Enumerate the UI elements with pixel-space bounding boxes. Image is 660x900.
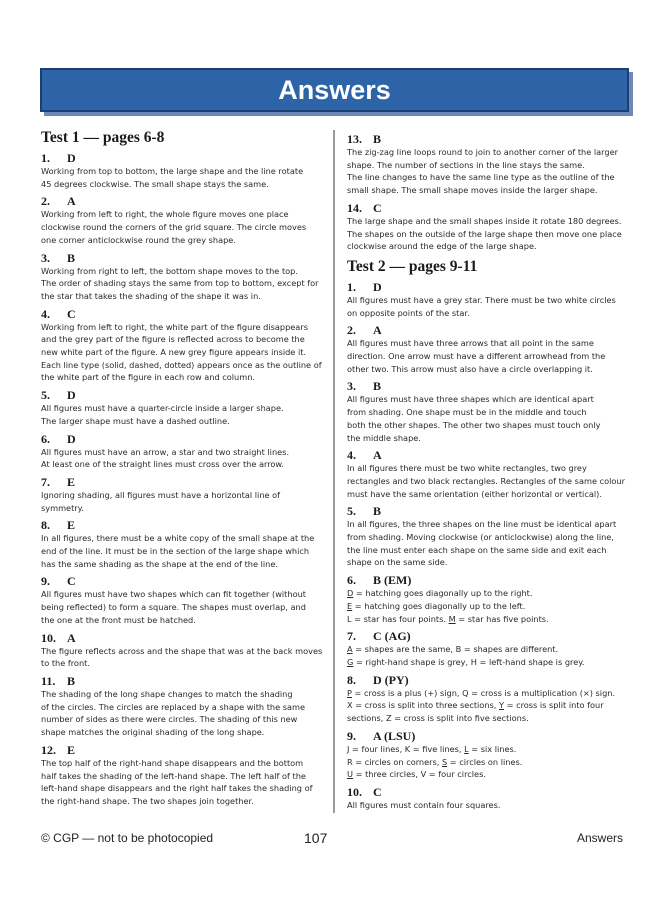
answer-item — [41, 518, 326, 570]
answer-item — [41, 151, 326, 190]
answer-heading: 4. A — [347, 448, 382, 463]
answer-heading: 13. B — [347, 132, 382, 146]
answer-item — [347, 132, 632, 197]
answer-heading: 9. A (LSU) — [347, 728, 416, 743]
answer-heading: 5. D — [41, 388, 76, 403]
answer-explanation: J = four lines, K = five lines, L = six lines. R = circles on corners, S = circles on lines. U = three circles, V = four circles. — [347, 743, 523, 780]
answer-explanation: Ignoring shading, all figures must have a horizontal line of symmetry. — [41, 489, 281, 513]
answer-item — [41, 307, 326, 385]
answer-heading: 10. A — [41, 630, 76, 645]
test-1-answers — [41, 151, 326, 808]
test-1-heading: Test 1 — pages 6-8 — [41, 129, 165, 146]
answer-heading: 11. B — [41, 673, 76, 688]
answer-item — [347, 379, 632, 444]
answer-item — [347, 504, 632, 569]
answer-explanation: All figures must contain four squares. — [347, 799, 501, 810]
answer-explanation: In all figures, there must be a white copy of the small shape at the end of the line. It must be in the section of the large shape which has the same shading as the shape at the end of the line. — [41, 533, 315, 569]
answer-heading: 1. D — [41, 151, 76, 165]
answer-heading: 7. C (AG) — [347, 629, 411, 644]
answer-item — [41, 432, 326, 471]
right-column — [347, 128, 632, 812]
answer-item — [347, 201, 632, 253]
answer-explanation: Working from right to left, the bottom shape moves to the top. The order of shading stays the same from top to bottom, except for the star that takes the shading of the shape it was in. — [41, 265, 319, 301]
test-2-heading: Test 2 — pages 9-11 — [347, 257, 478, 275]
title-banner — [40, 68, 629, 112]
answer-item — [347, 280, 632, 319]
answer-item — [347, 673, 632, 725]
answer-explanation: All figures must have three arrows that all point in the same direction. One arrow must have a different arrowhead from the other two. This arrow must also have a circle overlapping it. — [347, 338, 606, 374]
answer-heading: 6. D — [41, 431, 76, 446]
answer-explanation: The top half of the right-hand shape disappears and the bottom half takes the shading of the left-hand shape. The left half of the left-hand shape disappears and the right half takes the shading of the right-hand shape. The two shapes join together. — [41, 757, 313, 806]
column-divider — [333, 130, 335, 813]
page-number: 107 — [304, 830, 328, 846]
answer-item — [41, 674, 326, 739]
answer-heading: 8. E — [41, 518, 76, 533]
answer-heading: 3. B — [347, 379, 382, 394]
answer-explanation: D = hatching goes diagonally up to the right. E = hatching goes diagonally up to the left. L = star has four points. M = star has five points. — [347, 588, 549, 624]
answer-item — [41, 743, 326, 808]
answer-heading: 2. A — [347, 323, 382, 338]
left-column — [41, 128, 326, 808]
answer-heading: 2. A — [41, 194, 76, 209]
test-2-answers — [347, 280, 632, 569]
answer-item — [347, 448, 632, 500]
answer-explanation: Working from left to right, the whole figure moves one place clockwise round the corners of the grid square. The circle moves one corner anticlockwise round the grey shape. — [41, 209, 307, 245]
answer-explanation: All figures must have a grey star. There must be two white circles on opposite points of the star. — [347, 294, 616, 318]
answer-explanation: All figures must have an arrow, a star and two straight lines. At least one of the straight lines must cross over the arrow. — [41, 446, 290, 470]
answer-item — [41, 631, 326, 670]
answer-explanation: The large shape and the small shapes inside it rotate 180 degrees. The shapes on the outside of the large shape then move one place clockwise around the edge of the large shape. — [347, 215, 622, 252]
answer-explanation: Working from left to right, the white part of the figure disappears and the grey part of the figure is reflected across to become the new white part of the figure. A new grey figure appears inside it. Each line type (solid, dashed, dotted) appears once as the outline of the white part of the figure in each row and column. — [41, 321, 322, 383]
answer-explanation: In all figures there must be two white rectangles, two grey rectangles and two black rectangles. Rectangles of the same colour must have the same orientation (either horizontal or vertical). — [347, 463, 625, 499]
answer-heading: 9. C — [41, 574, 76, 589]
answer-explanation: The zig-zag line loops round to join to another corner of the larger shape. The number of sections in the line stays the same. The line changes to have the same line type as the outline of the small shape. The small shape moves inside the larger shape. — [347, 147, 618, 196]
answer-explanation: The shading of the long shape changes to match the shading of the circles. The circles are replaced by a shape with the same number of sides as there were circles. The shading of this new shape matches the original shading of the long shape. — [41, 688, 306, 738]
answer-explanation: The figure reflects across and the shape that was at the back moves to the front. — [41, 645, 323, 669]
answer-item — [347, 573, 632, 625]
answer-heading: 1. D — [347, 279, 382, 294]
answer-heading: 7. E — [41, 474, 76, 489]
answer-explanation: All figures must have three shapes which are identical apart from shading. One shape must be in the middle and touch both the other shapes. The other two shapes must touch only the middle shape. — [347, 394, 601, 443]
answer-item — [347, 323, 632, 375]
answer-explanation: In all figures, the three shapes on the line must be identical apart from shading. Moving clockwise (or anticlockwise) along the line, the line must enter each shape on the same side and exit each shape on the same side. — [347, 519, 617, 568]
answer-item — [41, 388, 326, 427]
answer-explanation: P = cross is a plus (+) sign, Q = cross is a multiplication (×) sign. X = cross is split into three sections, Y = cross is split into four sections, Z = cross is split into five sections. — [347, 687, 616, 724]
answer-item — [41, 574, 326, 626]
answer-explanation: Working from top to bottom, the large shape and the line rotate 45 degrees clockwise. The small shape stays the same. — [41, 166, 304, 189]
answer-heading: 6. B (EM) — [347, 573, 412, 588]
copyright-notice: © CGP — not to be photocopied — [41, 831, 214, 845]
section-label: Answers — [576, 831, 623, 845]
answer-item — [41, 251, 326, 303]
answer-heading: 12. E — [41, 742, 76, 757]
answer-item — [41, 194, 326, 246]
answer-item — [347, 785, 632, 812]
answer-heading: 14. C — [347, 200, 382, 215]
answer-heading: 5. B — [347, 504, 382, 519]
answer-item — [347, 729, 632, 781]
answer-heading: 10. C — [347, 784, 382, 799]
test-1-answers-continued — [347, 132, 632, 253]
answer-heading: 4. C — [41, 306, 76, 321]
answer-item — [347, 629, 632, 668]
answer-item — [41, 475, 326, 514]
page-title: Answers — [278, 74, 391, 105]
answer-heading: 8. D (PY) — [347, 672, 409, 687]
answer-heading: 3. B — [41, 250, 76, 265]
page-footer — [41, 831, 623, 847]
answer-explanation: All figures must have a quarter-circle inside a larger shape. The larger shape must have a dashed outline. — [41, 403, 284, 426]
answer-explanation: All figures must have two shapes which can fit together (without being reflected) to form a square. The shapes must overlap, and the one at the front must be hatched. — [41, 589, 306, 625]
answer-explanation: A = shapes are the same, B = shapes are different. G = right-hand shape is grey, H = left-hand shape is grey. — [347, 644, 585, 667]
